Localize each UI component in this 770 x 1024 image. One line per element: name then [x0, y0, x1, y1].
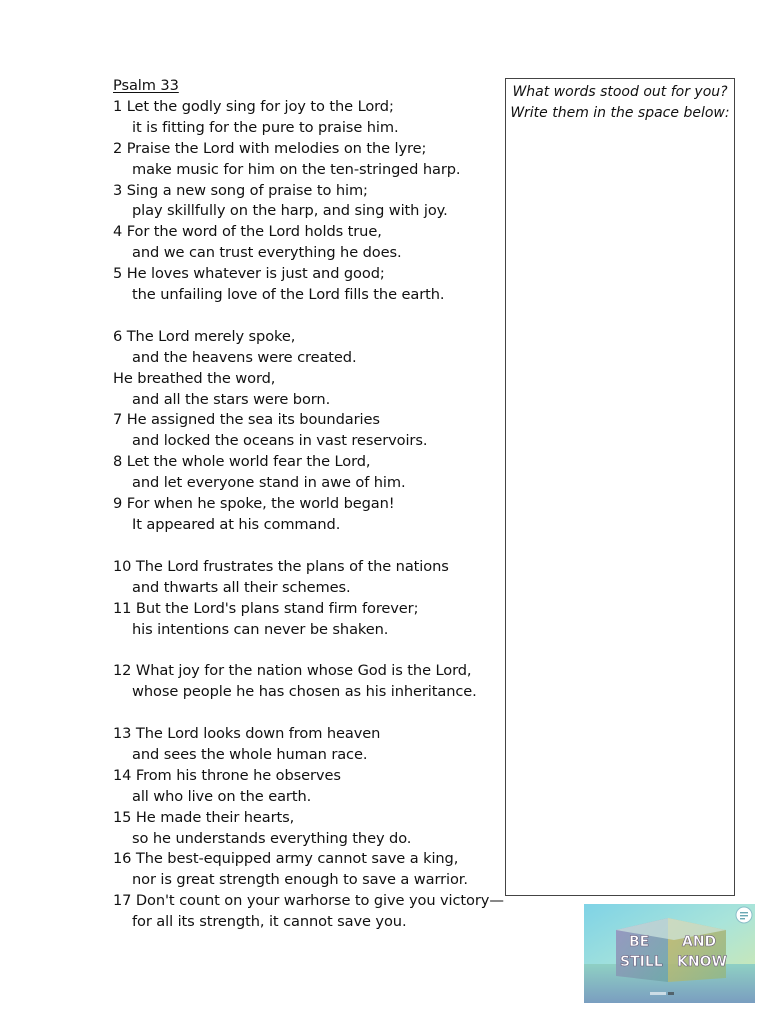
psalm-text: [113, 76, 513, 933]
badge-word: KNOW: [677, 954, 727, 970]
badge-word: BE: [629, 934, 650, 950]
verse-line: so he understands everything they do.: [132, 829, 412, 847]
verse-line: 16 The best-equipped army cannot save a king,: [113, 850, 459, 868]
verse-line: It appeared at his command.: [132, 516, 341, 534]
verse-line: and let everyone stand in awe of him.: [132, 474, 406, 492]
verse-line: his intentions can never be shaken.: [132, 620, 389, 638]
verse-line: 1 Let the godly sing for joy to the Lord;: [113, 97, 394, 115]
verse-line: 3 Sing a new song of praise to him;: [113, 181, 368, 199]
verse-line: 2 Praise the Lord with melodies on the lyre;: [113, 139, 427, 157]
be-still-and-know-badge: [584, 904, 755, 1003]
verse-line: make music for him on the ten-stringed harp.: [132, 160, 461, 178]
verse-line: nor is great strength enough to save a warrior.: [132, 871, 468, 889]
stanza-gap: [113, 306, 513, 327]
notes-prompt-line: Write them in the space below:: [510, 104, 730, 121]
verse-line: and locked the oceans in vast reservoirs.: [132, 432, 428, 450]
verse-line: 12 What joy for the nation whose God is the Lord,: [113, 662, 472, 680]
notes-box[interactable]: [505, 78, 735, 896]
notes-prompt: [506, 79, 734, 123]
speech-bubble-icon: [736, 907, 752, 923]
verse-line: 17 Don't count on your warhorse to give you victory—: [113, 892, 504, 910]
verse-line: and we can trust everything he does.: [132, 244, 402, 262]
verse-line: the unfailing love of the Lord fills the earth.: [132, 286, 445, 304]
verse-line: for all its strength, it cannot save you.: [132, 913, 407, 931]
verse-line: 8 Let the whole world fear the Lord,: [113, 453, 371, 471]
verse-line: 9 For when he spoke, the world began!: [113, 495, 395, 513]
psalm-title: Psalm 33: [113, 77, 179, 94]
verse-line: 15 He made their hearts,: [113, 808, 295, 826]
verse-line: it is fitting for the pure to praise him.: [132, 118, 399, 136]
verse-line: 7 He assigned the sea its boundaries: [113, 411, 380, 429]
verse-line: and the heavens were created.: [132, 348, 357, 366]
verse-line: 10 The Lord frustrates the plans of the nations: [113, 557, 449, 575]
badge-word: AND: [682, 934, 717, 950]
verse-line: all who live on the earth.: [132, 787, 312, 805]
verse-line: 5 He loves whatever is just and good;: [113, 265, 385, 283]
verse-line: 4 For the word of the Lord holds true,: [113, 223, 382, 241]
verse-line: and thwarts all their schemes.: [132, 578, 351, 596]
verse-line: 6 The Lord merely spoke,: [113, 327, 296, 345]
verse-line: and sees the whole human race.: [132, 745, 368, 763]
verse-line: and all the stars were born.: [132, 390, 331, 408]
verse-line: 13 The Lord looks down from heaven: [113, 725, 381, 743]
verse-line: whose people he has chosen as his inheritance.: [132, 683, 477, 701]
verse-line: play skillfully on the harp, and sing with joy.: [132, 202, 448, 220]
stanza-gap: [113, 703, 513, 724]
badge-graphic: [584, 904, 755, 1003]
stanza-gap: [113, 536, 513, 557]
verse-line: He breathed the word,: [113, 369, 276, 387]
verse-line: 11 But the Lord's plans stand firm forever;: [113, 599, 419, 617]
stanza-gap: [113, 640, 513, 661]
notes-prompt-line: What words stood out for you?: [512, 84, 728, 100]
badge-word: STILL: [620, 954, 663, 970]
verse-line: 14 From his throne he observes: [113, 766, 341, 784]
